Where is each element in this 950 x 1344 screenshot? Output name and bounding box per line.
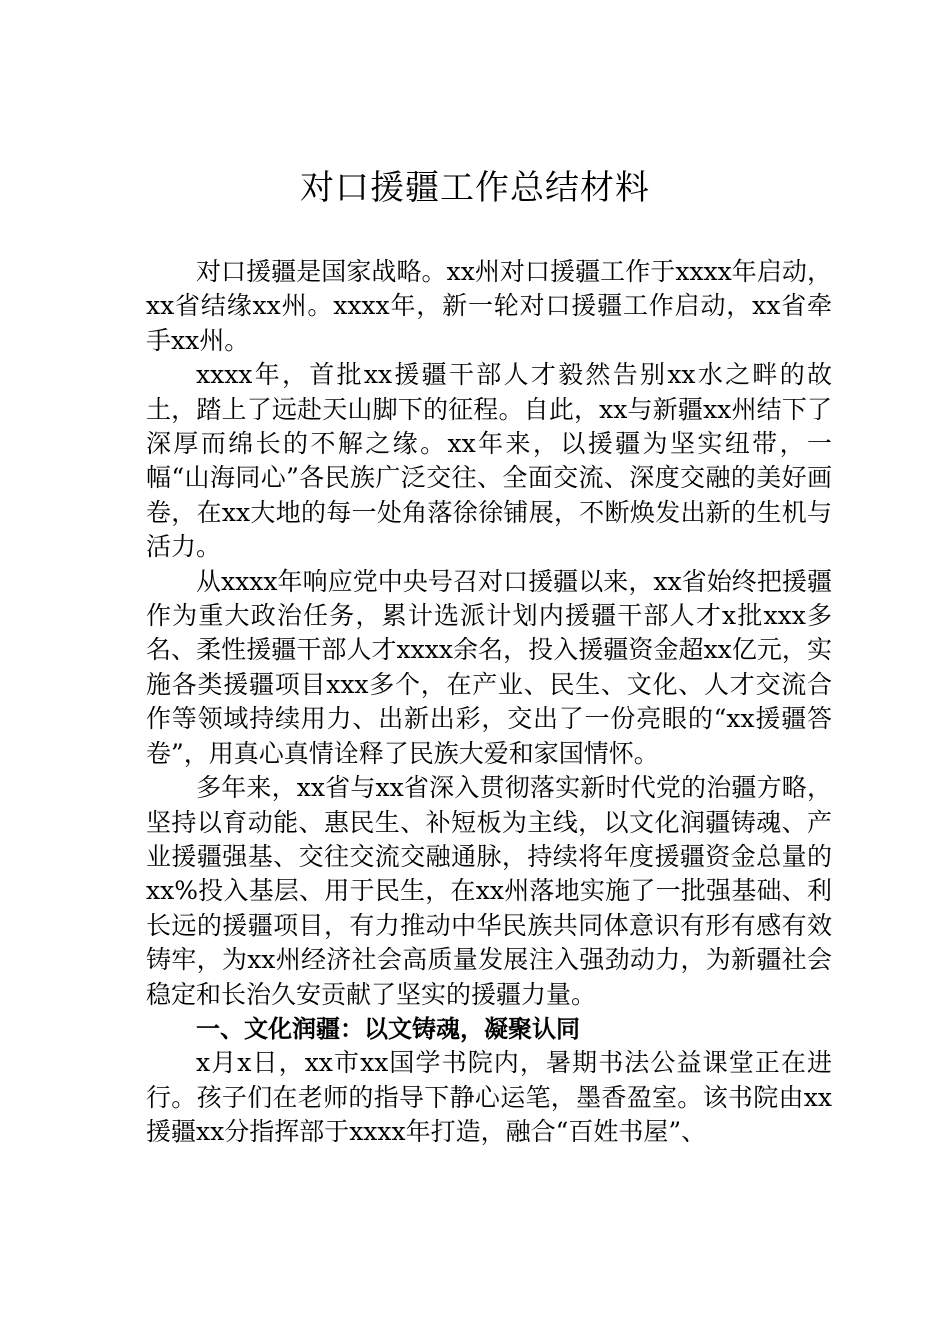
paragraph-history: xxxx年，首批xx援疆干部人才毅然告别xx水之畔的故土，踏上了远赴天山脚下的征程。自此，xx与新疆xx州结下了深厚而绵长的不解之缘。xx年来，以援疆为坚实纽带，一幅“山海同心”各民族广泛交往、全面交流、深度交融的美好画卷，在xx大地的每一处角落徐徐铺展，不断焕发出新的生机与活力。 [146,360,832,562]
paragraph-intro: 对口援疆是国家战略。xx州对口援疆工作于xxxx年启动，xx省结缘xx州。xxxx年，新一轮对口援疆工作启动，xx省牵手xx州。 [146,257,832,355]
paragraph-achievements: 从xxxx年响应党中央号召对口援疆以来，xx省始终把援疆作为重大政治任务，累计选派计划内援疆干部人才x批xxx多名、柔性援疆干部人才xxxx余名，投入援疆资金超xx亿元，实施各类援疆项目xxx多个，在产业、民生、文化、人才交流合作等领域持续用力、出新出彩，交出了一份亮眼的“xx援疆答卷”，用真心真情诠释了民族大爱和家国情怀。 [146,566,832,768]
paragraph-culture: x月x日，xx市xx国学书院内，暑期书法公益课堂正在进行。孩子们在老师的指导下静心运笔，墨香盈室。该书院由xx援疆xx分指挥部于xxxx年打造，融合“百姓书屋”、 [146,1048,832,1147]
document-body [146,255,832,1150]
section-heading-culture: 一、文化润疆：以文铸魂，凝聚认同 [196,1014,580,1043]
document-title: 对口援疆工作总结材料 [300,168,650,208]
paragraph-strategy: 多年来，xx省与xx省深入贯彻落实新时代党的治疆方略，坚持以育动能、惠民生、补短板为主线，以文化润疆铸魂、产业援疆强基、交往交流交融通脉，持续将年度援疆资金总量的xx%投入基层、用于民生，在xx州落地实施了一批强基础、利长远的援疆项目，有力推动中华民族共同体意识有形有感有效铸牢，为xx州经济社会高质量发展注入强劲动力，为新疆社会稳定和长治久安贡献了坚实的援疆力量。 [146,773,832,1009]
